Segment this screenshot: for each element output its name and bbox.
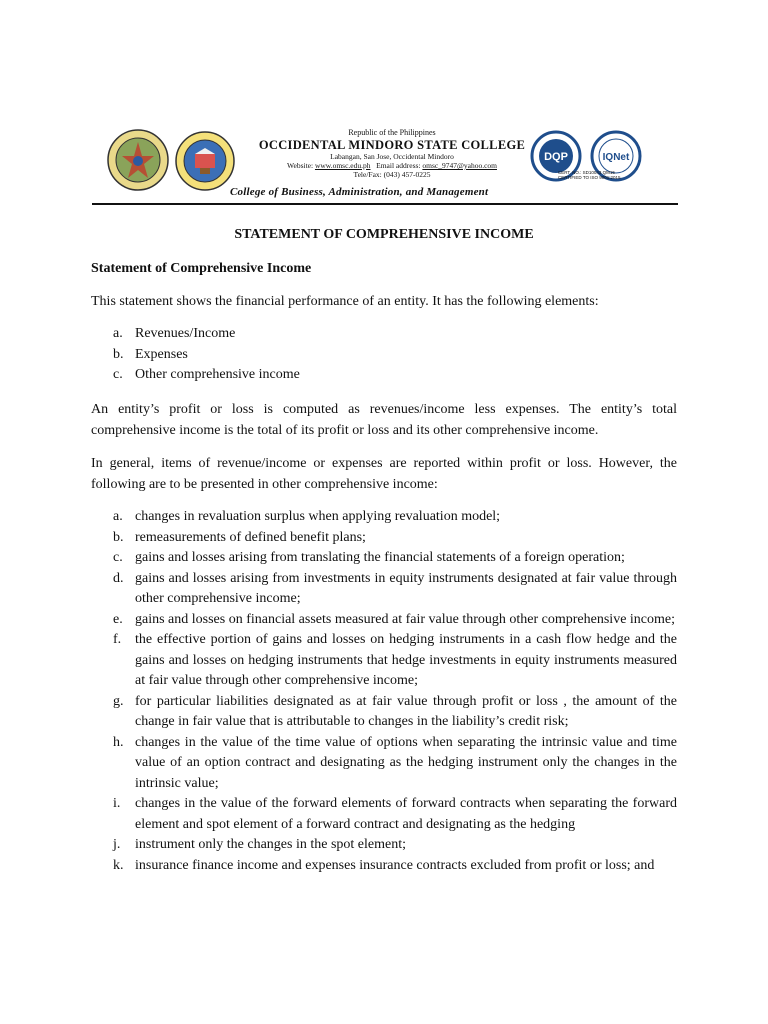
list-item <box>91 856 677 877</box>
list-marker: b. <box>113 346 124 362</box>
section-heading: Statement of Comprehensive Income <box>91 261 312 276</box>
list-item <box>91 365 677 386</box>
letterhead-divider <box>92 203 678 205</box>
college-address: Labangan, San Jose, Occidental Mindoro <box>330 152 454 161</box>
republic-label: Republic of the Philippines <box>348 128 436 137</box>
list-item <box>91 345 677 366</box>
list-item-text: gains and losses arising from investments in equity instruments designated at fair value through other comprehensive income; <box>135 570 677 606</box>
intro-paragraph: This statement shows the financial performance of an entity. It has the following elements: <box>91 294 599 309</box>
letterhead <box>92 128 678 208</box>
list-item <box>91 692 677 733</box>
list-item <box>91 507 677 528</box>
contact-line <box>242 161 542 170</box>
list-item-text: insurance finance income and expenses insurance contracts excluded from profit or loss; and <box>135 857 655 873</box>
list-marker: a. <box>113 326 123 341</box>
list-item-text: for particular liabilities designated as at fair value through profit or loss , the amount of the change in fair value that is attributable to changes in the liability’s credit risk; <box>135 693 677 729</box>
list-marker: g. <box>113 693 124 709</box>
list-marker: i. <box>113 796 121 811</box>
list-item-text: changes in the value of the forward elements of forward contracts when separating the forward element and spot element of a forward contract and designating as the hedging <box>135 796 677 832</box>
list-item <box>91 630 677 692</box>
oci-items-list <box>91 507 677 876</box>
list-item-text: changes in revaluation surplus when applying revaluation model; <box>135 509 501 524</box>
list-item <box>91 528 677 549</box>
list-item-text: changes in the value of the time value of options when separating the intrinsic value and time value of an option contract and designating as the hedging instrument only the changes in the intrinsic value; <box>135 734 677 791</box>
department-seal-logo <box>174 130 236 192</box>
profit-loss-paragraph: An entity’s profit or loss is computed as revenues/income less expenses. The entity’s total comprehensive income is the total of its profit or loss and its other comprehensive income. <box>91 402 677 438</box>
list-item-text: gains and losses on financial assets measured at fair value through other comprehensive income; <box>135 611 675 627</box>
list-item-text: remeasurements of defined benefit plans; <box>135 529 366 545</box>
list-marker: b. <box>113 529 124 545</box>
college-name: OCCIDENTAL MINDORO STATE COLLEGE <box>258 138 526 152</box>
elements-list <box>91 324 677 386</box>
oci-intro-paragraph: In general, items of revenue/income or expenses are reported within profit or loss. However, the following are to be presented in other comprehensive income: <box>91 456 677 492</box>
list-marker: k. <box>113 857 124 873</box>
list-marker: h. <box>113 734 124 750</box>
list-marker: c. <box>113 367 123 382</box>
cert-standard: CERTIFIED TO ISO 9001:2015 <box>558 175 621 180</box>
cert-number: CERT. NO.: SD10043 QM15 <box>558 170 615 175</box>
document-title: STATEMENT OF COMPREHENSIVE INCOME <box>234 227 534 242</box>
list-item <box>91 548 677 569</box>
list-item-text: Expenses <box>135 346 188 362</box>
list-marker: a. <box>113 509 123 524</box>
list-item <box>91 569 677 610</box>
list-item <box>91 835 677 856</box>
list-item-text: Other comprehensive income <box>135 367 300 382</box>
list-marker: c. <box>113 550 123 565</box>
website-link[interactable]: www.omsc.edu.ph <box>314 161 371 170</box>
list-item <box>91 794 677 835</box>
list-item <box>91 324 677 345</box>
department-name: College of Business, Administration, and Management <box>230 186 489 198</box>
list-item-text: Revenues/Income <box>135 326 236 341</box>
list-item <box>91 610 677 631</box>
list-item <box>91 733 677 795</box>
email-link[interactable]: omsc_9747@yahoo.com <box>422 161 497 170</box>
dqp-logo-text: DQP <box>544 151 568 163</box>
certificate-note <box>558 170 634 180</box>
list-marker: d. <box>113 570 124 586</box>
letterhead-text <box>242 128 542 179</box>
list-item-text: gains and losses arising from translating the financial statements of a foreign operation; <box>135 550 625 565</box>
email-label: Email address: <box>376 161 423 170</box>
telefax: Tele/Fax: (043) 457-0225 <box>353 170 431 179</box>
list-item-text: instrument only the changes in the spot element; <box>135 837 406 852</box>
iqnet-logo-text: IQNet <box>602 152 630 163</box>
list-marker: e. <box>113 611 123 627</box>
list-marker: j. <box>113 837 121 852</box>
college-seal-logo <box>106 128 170 192</box>
list-item-text: the effective portion of gains and losses on hedging instruments in a cash flow hedge and the gains and losses on hedging instruments that hedge investments in equity instruments measured at fair value through other comprehensive income; <box>135 632 677 688</box>
website-label: Website: <box>287 161 315 170</box>
list-marker: f. <box>113 632 122 647</box>
